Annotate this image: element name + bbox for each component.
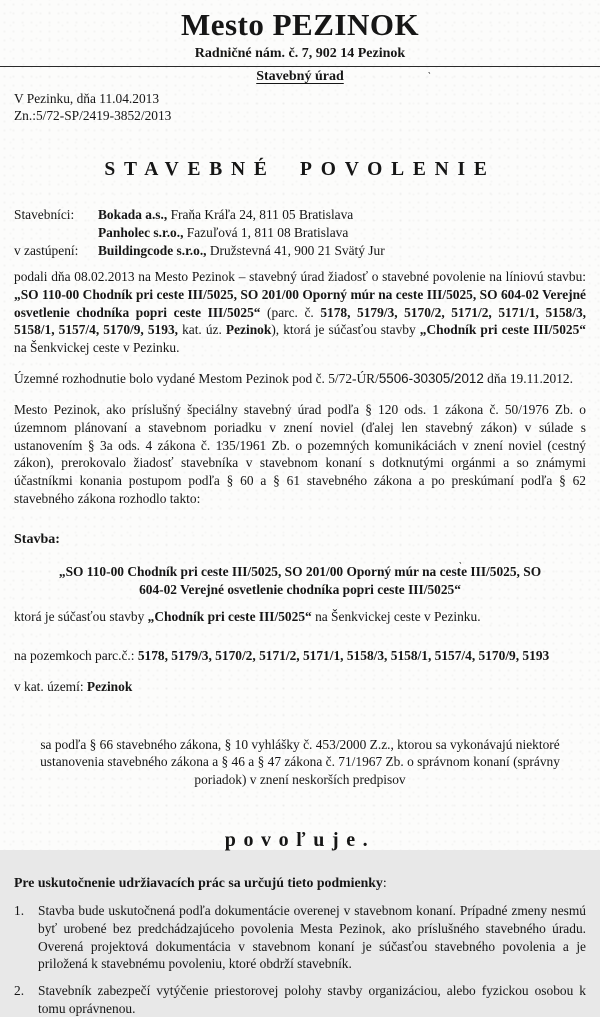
stavba-label: Stavba: (14, 532, 60, 548)
document-title: STAVEBNÉ POVOLENIE (104, 158, 496, 180)
builder-label (14, 224, 98, 242)
builders-block (14, 206, 586, 259)
condition-item (14, 902, 586, 973)
builder-row (14, 242, 586, 260)
conditions-list (14, 902, 586, 1017)
builder-value: Bokada a.s., Fraňa Kráľa 24, 811 05 Bratislava (98, 207, 354, 223)
parcel-numbers: na pozemkoch parc.č.: 5178, 5179/3, 5170/2, 5171/2, 5171/1, 5158/3, 5158/1, 5157/4, 5170/9, 5193 (14, 647, 550, 663)
stavba-title: „SO 110-00 Chodník pri ceste III/5025, SO 201/00 Oporný múr na ceste III/5025, SO 604-02 Verejné osvetlenie chodníka popri ceste III/5025“ (58, 563, 542, 597)
condition-number: 2. (14, 983, 25, 999)
reference-number: Zn.:5/72-SP/2419-3852/2013 (14, 107, 172, 123)
condition-text: Stavba bude uskutočnená podľa dokumentácie overenej v stavebnom konaní. Prípadné zmeny nesmú byť urobené bez predchádzajúceho povolenia Mesta Pezinok, ako príslušného stavebného úradu. Overená projektová dokumentácia v stavebnom konaní je súčasťou stavebného povolenia a je priložená k stavebnému povoleniu, ktoré obdrží stavebník. (38, 903, 586, 972)
builder-value: Buildingcode s.r.o., Družstevná 41, 900 21 Svätý Jur (98, 242, 385, 258)
stavba-part-of: ktorá je súčasťou stavby „Chodník pri ceste III/5025“ na Šenkvickej ceste v Pezinku. (14, 609, 481, 625)
letterhead (14, 8, 586, 125)
letterhead-divider (0, 66, 600, 67)
condition-number: 1. (14, 903, 25, 919)
application-paragraph: podali dňa 08.02.2013 na Mesto Pezinok – stavebný úrad žiadosť o stavebné povolenie na líniovú stavbu: „SO 110-00 Chodník pri ceste III/5025, SO 201/00 Oporný múr na ceste III/5025, SO 604-02 Verejné osvetlenie chodníka popri ceste III/5025“ (parc. č. 5178, 5179/3, 5170/2, 5171/2, 5171/1, 5158/3, 5158/1, 5157/4, 5170/9, 5193, kat. úz. Pezinok), ktorá je súčasťou stavby „Chodník pri ceste III/5025“ na Šenkvickej ceste v Pezinku. (14, 269, 586, 356)
office-name: Stavebný úrad (256, 68, 344, 84)
place-date-line: V Pezinku, dňa 11.04.2013 (14, 91, 160, 107)
builder-label: v zastúpení: (14, 242, 79, 258)
organization-address: Radničné nám. č. 7, 902 14 Pezinok (194, 46, 406, 62)
conditions-heading: Pre uskutočnenie udržiavacích prác sa určujú tieto podmienky: (14, 875, 387, 891)
builder-value: Panholec s.r.o., Fazuľová 1, 811 08 Bratislava (98, 224, 349, 240)
builder-row (14, 224, 586, 242)
builder-row (14, 206, 586, 224)
builder-label: Stavebníci: (14, 207, 75, 223)
legal-basis-paragraph: sa podľa § 66 stavebného zákona, § 10 vyhlášky č. 453/2000 Z.z., ktorou sa vykonávajú niektoré ustanovenia stavebného zákona a § 46 a § 47 zákona č. 71/1967 Zb. o správnom konaní (správny poriadok) v znení neskorších predpisov (40, 736, 560, 788)
condition-item (14, 982, 586, 1017)
verdict-word: povoľuje. (224, 828, 376, 851)
authority-paragraph: Mesto Pezinok, ako príslušný špeciálny stavebný úrad podľa § 120 ods. 1 zákona č. 50/1976 Zb. o územnom plánovaní a stavebnom poriadku v znení noviel (ďalej len stavebný zákon) v súlade s ustanovením § 3a ods. 4 zákona č. 135/1961 Zb. o pozemných komunikáciách v znení noviel (cestný zákon), prerokovalo žiadosť stavebníka v stavebnom konaní s dotknutými orgánmi a so známymi účastníkmi konania postupom podľa § 60 a § 61 stavebného zákona a po preskúmaní podľa § 62 stavebného zákona rozhodlo takto: (14, 402, 586, 506)
organization-name: Mesto PEZINOK (180, 7, 420, 42)
cadastral-territory: v kat. území: Pezinok (14, 678, 133, 694)
condition-text: Stavebník zabezpečí vytýčenie priestorovej polohy stavby organizáciou, alebo fyzickou osobou k tomu oprávnenou. (38, 983, 586, 1016)
zoning-decision-paragraph: Územné rozhodnutie bolo vydané Mestom Pezinok pod č. 5/72-ÚR/5506-30305/2012 dňa 19.11.2012. (14, 371, 573, 387)
date-and-reference (14, 91, 586, 125)
